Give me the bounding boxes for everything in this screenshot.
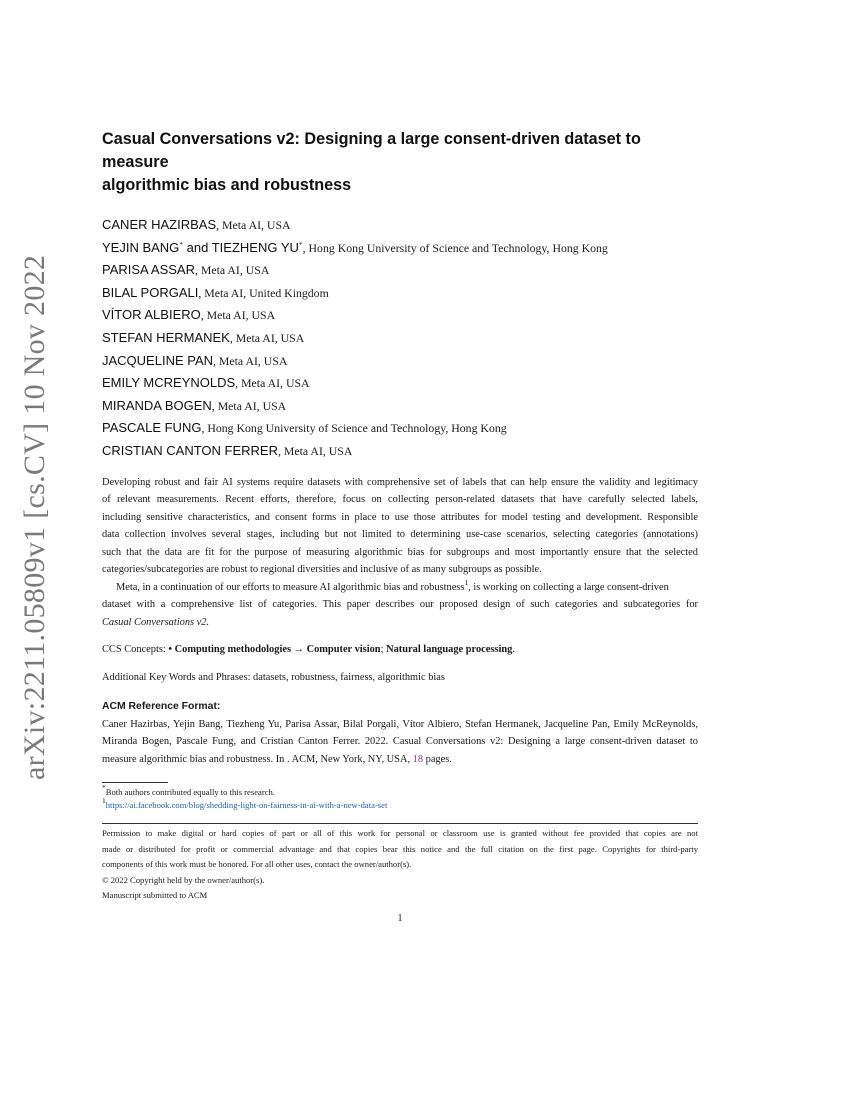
author-name: and TIEZHENG YU — [183, 239, 299, 255]
abstract-line: categories/subcategories are robust to regional diversities and inclusive of as many subgroups as possible. — [102, 564, 542, 576]
author-name: BILAL PORGALI — [102, 284, 199, 300]
ccs-term: Natural language processing — [386, 644, 513, 656]
footnote-equal-contribution — [102, 783, 698, 799]
author-row — [102, 372, 698, 395]
equal-contribution-marker: * — [298, 239, 303, 249]
ccs-separator: ; — [380, 644, 387, 656]
ccs-arrow: → — [290, 644, 307, 656]
author-row — [102, 395, 698, 418]
author-affiliation: , Meta AI, USA — [194, 263, 270, 278]
abstract-line: dataset with a comprehensive list of categories. This paper describes our proposed design of such categories and subcategories for — [102, 599, 698, 611]
ccs-concepts — [102, 641, 698, 659]
author-affiliation: , Meta AI, USA — [213, 353, 288, 368]
author-affiliation: , Meta AI, USA — [278, 443, 353, 458]
author-name: YEJIN BANG — [102, 239, 180, 255]
author-affiliation: , Hong Kong University of Science and Technology, Hong Kong — [201, 421, 507, 436]
abstract-text: , is working on collecting a large consent-driven — [468, 581, 669, 593]
abstract-text: Meta, in a continuation of our efforts to measure AI algorithmic bias and robustness — [116, 581, 465, 593]
ccs-term: Computer vision — [306, 644, 381, 656]
author-name: JACQUELINE PAN — [102, 352, 214, 368]
abstract-line — [102, 579, 698, 597]
acm-reference-format — [102, 698, 698, 768]
author-row — [102, 282, 698, 305]
author-row — [102, 327, 698, 350]
dataset-name-italic: Casual Conversations v2. — [102, 616, 210, 628]
ccs-end: . — [512, 644, 515, 656]
acm-reference-text: measure algorithmic bias and robustness. In . ACM, New York, NY, USA, — [102, 753, 413, 765]
author-affiliation: , Meta AI, USA — [216, 218, 291, 232]
footnote-url — [102, 795, 698, 812]
manuscript-status: Manuscript submitted to ACM — [102, 890, 208, 900]
paper-title-line-2: algorithmic bias and robustness — [102, 176, 352, 194]
page-count-link[interactable]: 18 — [412, 753, 424, 765]
paper-title — [102, 128, 698, 197]
author-row — [102, 214, 698, 237]
author-row — [102, 440, 698, 463]
author-row — [102, 350, 698, 373]
footnote-divider — [102, 782, 168, 783]
keywords: Additional Key Words and Phrases: datasets, robustness, fairness, algorithmic bias — [102, 671, 445, 683]
footnote-marker: 1 — [102, 795, 106, 805]
author-row — [102, 417, 698, 440]
permission-line: Permission to make digital or hard copies of part or all of this work for personal or classroom use is granted without fee provided that copies are not — [102, 828, 698, 838]
acm-reference-heading: ACM Reference Format: — [102, 701, 221, 713]
author-name: MIRANDA BOGEN — [102, 397, 212, 413]
ccs-term: Computing methodologies — [174, 644, 291, 656]
author-name: PASCALE FUNG — [102, 420, 202, 436]
abstract-line: such that the data are fit for the purpose of measuring algorithmic bias for subgroups and most importantly ensure that the selected — [102, 546, 698, 558]
author-name: PARISA ASSAR — [102, 262, 195, 278]
author-name: CRISTIAN CANTON FERRER — [102, 442, 278, 458]
author-name: CANER HAZIRBAS — [102, 217, 217, 232]
author-row — [102, 237, 698, 260]
author-row — [102, 259, 698, 282]
abstract-line: of relevant measurements. Recent efforts, therefore, focus on collecting person-related datasets that have carefully selected labels, — [102, 494, 698, 506]
permission-line: made or distributed for profit or commercial advantage and that copies bear this notice and the full citation on the first page. Copyrights for third-party — [102, 843, 698, 854]
abstract-line: including sensitive characteristics, and consent forms in place to use those attributes for model testing and development. Responsible — [102, 511, 698, 523]
ccs-label: CCS Concepts: — [102, 644, 169, 656]
author-name: VÍTOR ALBIERO — [102, 307, 201, 323]
abstract-line: Developing robust and fair AI systems require datasets with comprehensive set of labels that can help ensure the validity and legitimacy — [102, 476, 698, 488]
author-affiliation: , Meta AI, USA — [211, 398, 287, 413]
copyright-line: © 2022 Copyright held by the owner/author(s). — [102, 874, 265, 885]
author-affiliation: , Meta AI, USA — [229, 330, 305, 345]
abstract — [102, 474, 698, 632]
author-row — [102, 304, 698, 327]
acm-reference-text: pages. — [423, 753, 452, 765]
acm-reference-line — [102, 751, 698, 769]
permission-line: components of this work must be honored. For all other uses, contact the owner/author(s). — [102, 859, 412, 869]
footnote-marker: * — [102, 783, 106, 793]
author-name: EMILY MCREYNOLDS — [102, 375, 236, 391]
acm-reference-line: Miranda Bogen, Pascale Fung, and Cristian Canton Ferrer. 2022. Casual Conversations v2: Designing a large consent-driven dataset to — [102, 736, 698, 748]
blog-link[interactable]: https://ai.facebook.com/blog/shedding-light-on-fairness-in-ai-with-a-new-data-set — [105, 799, 388, 810]
permission-notice — [102, 823, 698, 904]
footnote-text: Both authors contributed equally to this research. — [105, 787, 275, 798]
abstract-line — [102, 614, 698, 632]
author-affiliation: , Hong Kong University of Science and Technology, Hong Kong — [302, 240, 608, 255]
author-affiliation: , Meta AI, USA — [235, 376, 310, 391]
abstract-line: data collection involves several stages, including but not limited to determining use-case scenarios, selecting categories (annotations) — [102, 529, 698, 541]
author-affiliation: , Meta AI, United Kingdom — [198, 285, 329, 300]
arxiv-identifier-stamp: arXiv:2211.05809v1 [cs.CV] 10 Nov 2022 — [18, 254, 51, 780]
ccs-bullet: • — [168, 644, 175, 656]
author-affiliation: , Meta AI, USA — [200, 308, 276, 323]
paper-front-matter — [102, 128, 698, 811]
paper-title-line-1: Casual Conversations v2: Designing a large consent-driven dataset to measure — [102, 130, 641, 171]
footnotes — [102, 783, 698, 811]
footnote-marker: 1 — [464, 577, 469, 587]
page-number: 1 — [397, 913, 403, 924]
equal-contribution-marker: * — [179, 239, 184, 249]
author-name: STEFAN HERMANEK — [102, 329, 230, 345]
author-list — [102, 214, 698, 463]
acm-reference-line: Caner Hazirbas, Yejin Bang, Tiezheng Yu, Parisa Assar, Bilal Porgali, Vítor Albiero, Stefan Hermanek, Jacqueline Pan, Emily McReynolds, — [102, 718, 698, 730]
